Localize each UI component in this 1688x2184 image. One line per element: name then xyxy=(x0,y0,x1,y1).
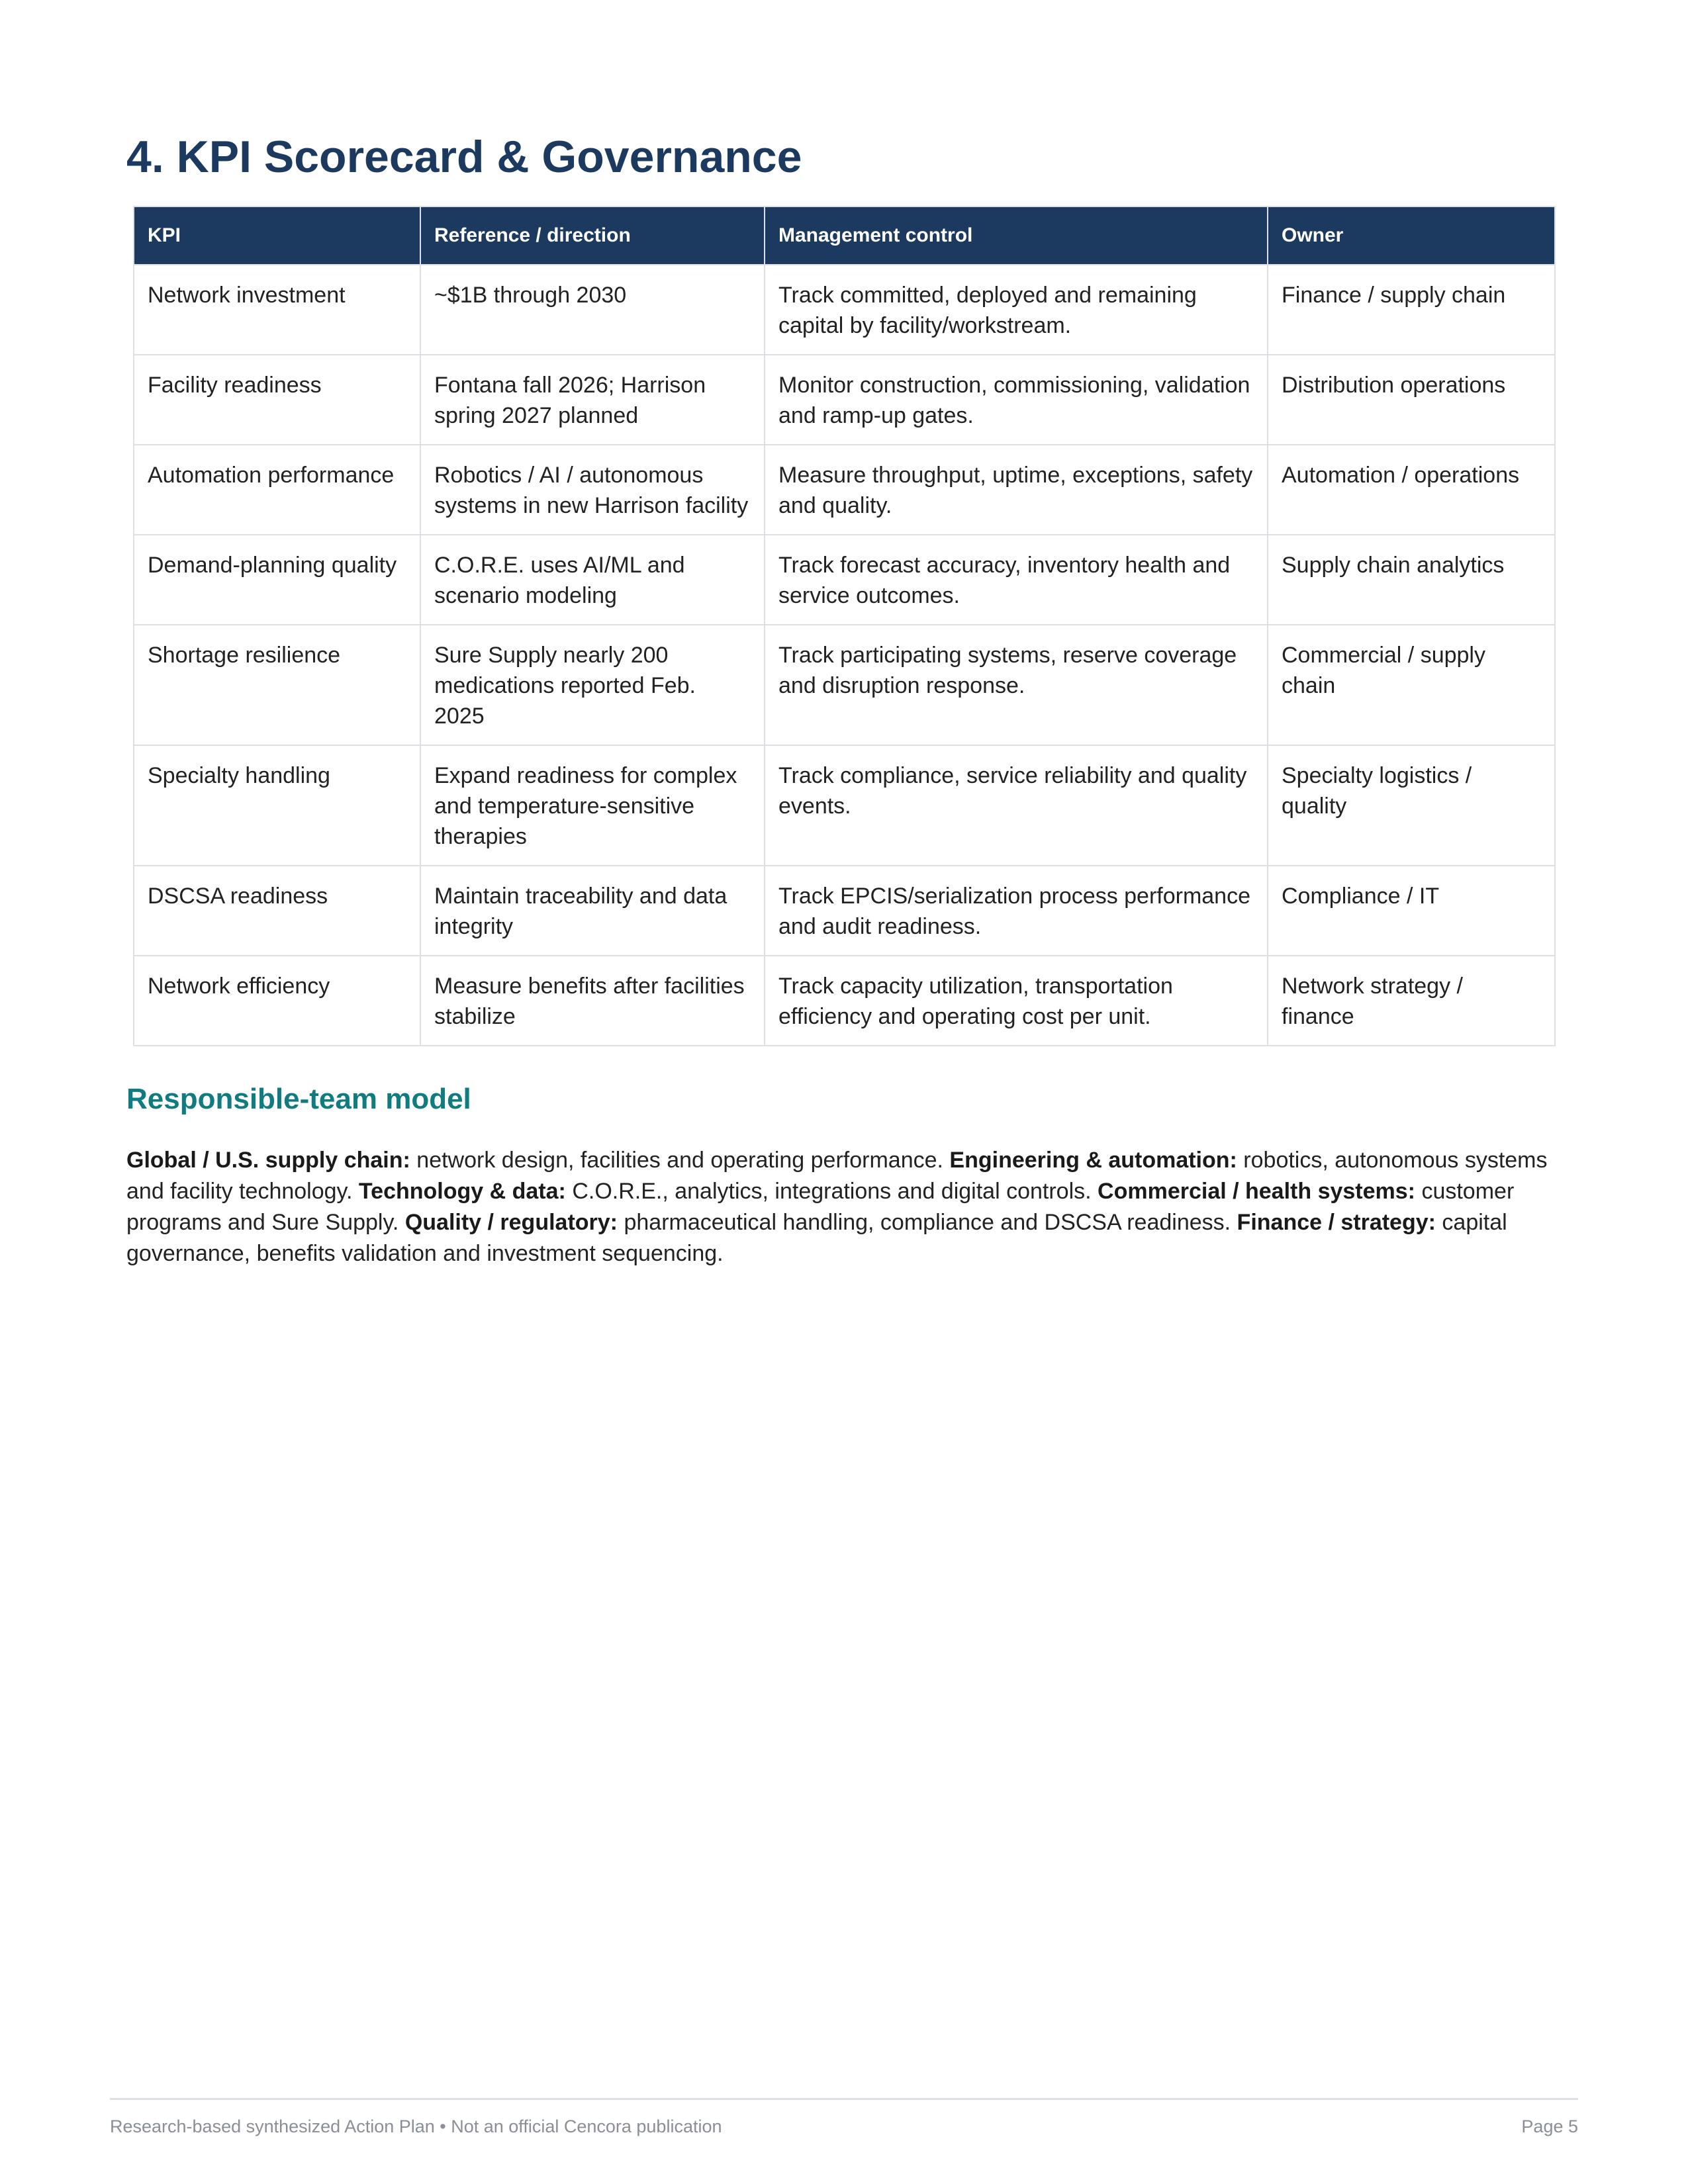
footer-disclaimer: Research-based synthesized Action Plan • Not an official Cencora publication xyxy=(110,2116,722,2136)
table-header-row xyxy=(134,206,1555,265)
team-text-quality: pharmaceutical handling, compliance and DSCSA readiness. xyxy=(618,1210,1237,1235)
table-cell: Automation performance xyxy=(134,445,420,535)
team-label-quality: Quality / regulatory: xyxy=(404,1210,618,1235)
table-cell: C.O.R.E. uses AI/ML and scenario modeling xyxy=(420,535,765,625)
team-text-finance: capital governance, benefits validation and investment sequencing. xyxy=(126,1210,1507,1266)
table-cell: Commercial / supply chain xyxy=(1268,625,1555,745)
table-row xyxy=(134,956,1555,1046)
column-header-kpi: KPI xyxy=(134,206,420,265)
table-cell: Measure benefits after facilities stabilize xyxy=(420,956,765,1046)
table-cell: Monitor construction, commissioning, validation and ramp-up gates. xyxy=(765,355,1268,445)
responsible-team-paragraph xyxy=(126,1145,1556,1269)
table-cell: Demand-planning quality xyxy=(134,535,420,625)
table-cell: Robotics / AI / autonomous systems in new Harrison facility xyxy=(420,445,765,535)
table-cell: Shortage resilience xyxy=(134,625,420,745)
team-text-commercial: customer programs and Sure Supply. xyxy=(126,1179,1515,1235)
team-label-engineering: Engineering & automation: xyxy=(949,1148,1237,1173)
team-label-finance: Finance / strategy: xyxy=(1237,1210,1436,1235)
footer-divider xyxy=(110,2098,1578,2100)
column-header-owner: Owner xyxy=(1268,206,1555,265)
team-text-supply-chain: network design, facilities and operating performance. xyxy=(410,1148,950,1173)
table-cell: Network investment xyxy=(134,265,420,355)
team-text-technology: C.O.R.E., analytics, integrations and digital controls. xyxy=(565,1179,1098,1204)
column-header-reference: Reference / direction xyxy=(420,206,765,265)
table-cell: Track forecast accuracy, inventory health and service outcomes. xyxy=(765,535,1268,625)
table-cell: Sure Supply nearly 200 medications reported Feb. 2025 xyxy=(420,625,765,745)
table-cell: Track committed, deployed and remaining capital by facility/workstream. xyxy=(765,265,1268,355)
table-cell: Network strategy / finance xyxy=(1268,956,1555,1046)
table-cell: Measure throughput, uptime, exceptions, safety and quality. xyxy=(765,445,1268,535)
page-number: Page 5 xyxy=(1521,2116,1578,2136)
table-row xyxy=(134,625,1555,745)
table-row xyxy=(134,445,1555,535)
section-heading-responsible-team: Responsible-team model xyxy=(126,1083,471,1115)
table-cell: Track participating systems, reserve coverage and disruption response. xyxy=(765,625,1268,745)
table-cell: Specialty logistics / quality xyxy=(1268,745,1555,866)
table-cell: Track compliance, service reliability and quality events. xyxy=(765,745,1268,866)
table-cell: Supply chain analytics xyxy=(1268,535,1555,625)
table-cell: Expand readiness for complex and temperature-sensitive therapies xyxy=(420,745,765,866)
table-cell: Fontana fall 2026; Harrison spring 2027 planned xyxy=(420,355,765,445)
table-row xyxy=(134,745,1555,866)
team-label-technology: Technology & data: xyxy=(358,1179,566,1204)
table-cell: ~$1B through 2030 xyxy=(420,265,765,355)
table-cell: Facility readiness xyxy=(134,355,420,445)
table-cell: Track capacity utilization, transportation efficiency and operating cost per unit. xyxy=(765,956,1268,1046)
table-cell: Distribution operations xyxy=(1268,355,1555,445)
kpi-scorecard-table xyxy=(133,206,1556,1046)
team-label-commercial: Commercial / health systems: xyxy=(1098,1179,1415,1204)
team-text-engineering: robotics, autonomous systems and facility technology. xyxy=(126,1148,1548,1204)
table-row xyxy=(134,866,1555,956)
table-row xyxy=(134,535,1555,625)
table-cell: Maintain traceability and data integrity xyxy=(420,866,765,956)
table-cell: Track EPCIS/serialization process performance and audit readiness. xyxy=(765,866,1268,956)
table-cell: DSCSA readiness xyxy=(134,866,420,956)
table-row xyxy=(134,355,1555,445)
table-cell: Specialty handling xyxy=(134,745,420,866)
table-cell: Compliance / IT xyxy=(1268,866,1555,956)
team-label-supply-chain: Global / U.S. supply chain: xyxy=(126,1148,410,1173)
table-cell: Network efficiency xyxy=(134,956,420,1046)
table-row xyxy=(134,265,1555,355)
table-cell: Automation / operations xyxy=(1268,445,1555,535)
page-title: 4. KPI Scorecard & Governance xyxy=(126,132,802,182)
table-cell: Finance / supply chain xyxy=(1268,265,1555,355)
column-header-management-control: Management control xyxy=(765,206,1268,265)
